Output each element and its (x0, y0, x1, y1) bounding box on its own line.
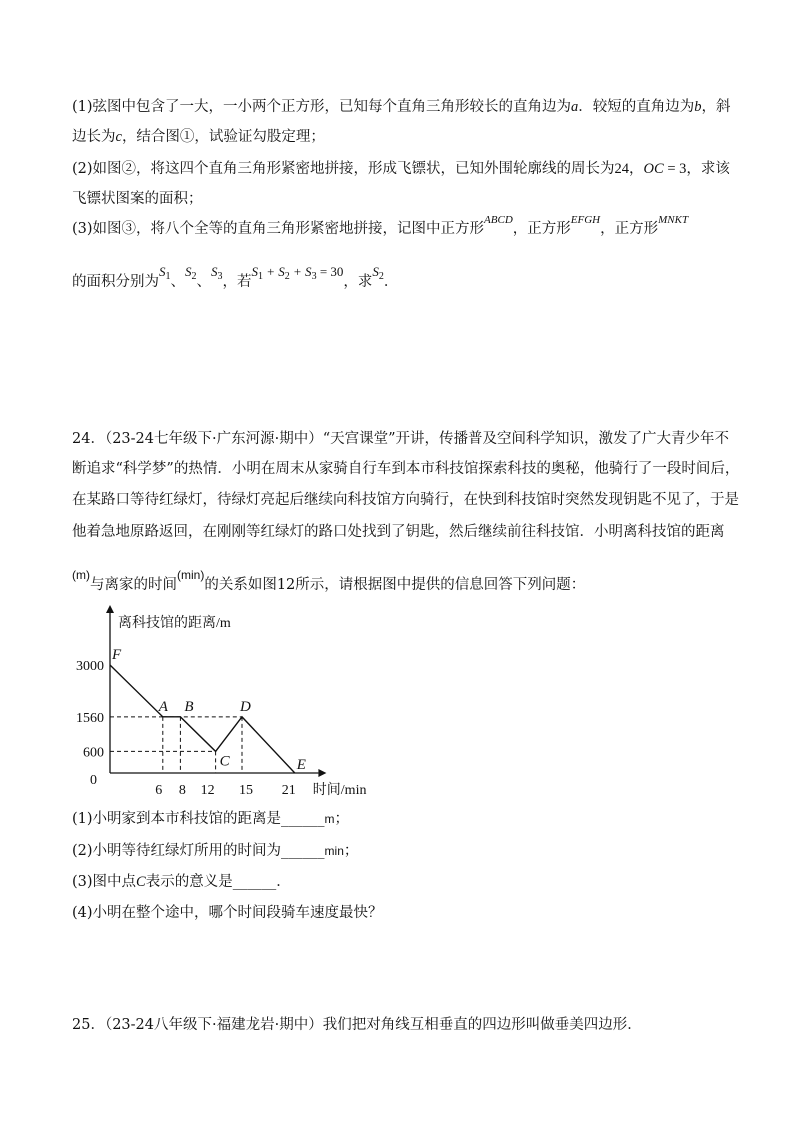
q24-sub4: (4)小明在整个途中，哪个时间段骑车速度最快？ (72, 905, 383, 921)
point-label-C: C (219, 753, 230, 770)
x-tick-label: 12 (200, 783, 215, 798)
unit-m-label: (m) (72, 568, 90, 582)
x-tick-label: 15 (239, 783, 253, 798)
point-label-B: B (184, 698, 194, 715)
y-axis-label: 离科技馆的距离/m (118, 616, 231, 631)
x-axis-arrow (318, 769, 326, 777)
point-label-A: A (158, 698, 168, 715)
q25-line1: 25．（23-24八年级下·福建龙岩·期中）我们把对角线互相垂直的四边形叫做垂美四边形． (72, 1017, 642, 1033)
q24-sub3: (3)图中点C表示的意义是______． (72, 874, 291, 890)
x-tick-label: 6 (155, 783, 163, 798)
y-tick-label: 3000 (76, 659, 104, 674)
q24-line1: 24．（23-24七年级下·广东河源·期中）“天宫课堂”开讲，传播普及空间科学知识，激发了广大青少年不 (72, 431, 730, 447)
x-axis-label: 时间/min (312, 783, 367, 798)
q24-line3: 在某路口等待红绿灯，待绿灯亮起后继续向科技馆方向骑行，在快到科技馆时突然发现钥匙不见了，于是 (72, 492, 739, 508)
distance-time-graph (72, 605, 372, 805)
x-tick-label: 21 (281, 783, 296, 798)
q3-line1: (3)如图③，将八个全等的直角三角形紧密地拼接，记图中正方形$^{ABCD}$，正方形$^{EFGH}$，正方形$^{MNKT}$ (72, 214, 689, 237)
unit-min-label: (min) (177, 568, 205, 582)
q2-line1: (2)如图②，将这四个直角三角形紧密地拼接，形成飞镖状，已知外围轮廓线的周长为24，OC = 3，求该 (72, 161, 730, 177)
q24-sub1: (1)小明家到本市科技馆的距离是______m； (72, 811, 350, 827)
origin-label: 0 (90, 773, 97, 788)
q1-line1: (1)弦图中包含了一大，一小两个正方形，已知每个直角三角形较长的直角边为a．较短的直角边为b，斜 (72, 99, 731, 115)
y-tick-label: 600 (83, 745, 104, 761)
q1-line2: 边长为c，结合图①，试验证勾股定理； (72, 129, 325, 145)
q24-line2: 断追求“科学梦”的热情．小明在周末从家骑自行车到本市科技馆探索科技的奥秘，他骑行了一段时间后， (72, 461, 740, 477)
y-tick-label: 1560 (76, 710, 104, 726)
distance-line (110, 665, 295, 773)
point-label-D: D (240, 698, 251, 715)
q2-line2: 飞镖状图案的面积； (72, 191, 203, 207)
q3-line2: 的面积分别为$S_1$、$S_2$、$S_3$，若$S_1 + S_2 + S_3 = 30$，求$S_2$． (72, 264, 399, 290)
q24-line5: $^{(m)}$与离家的时间$^{(min)}$的关系如图12所示，请根据图中提供的信息回答下列问题： (72, 568, 586, 593)
q24-line4: 他着急地原路返回，在刚刚等红绿灯的路口处找到了钥匙，然后继续前往科技馆．小明离科技馆的距离 (72, 524, 725, 540)
q24-sub2: (2)小明等待红绿灯所用的时间为______min； (72, 843, 359, 859)
x-tick-label: 8 (178, 783, 186, 798)
point-label-E: E (296, 757, 306, 773)
point-label-F: F (112, 647, 122, 663)
y-axis-arrow (106, 605, 114, 613)
